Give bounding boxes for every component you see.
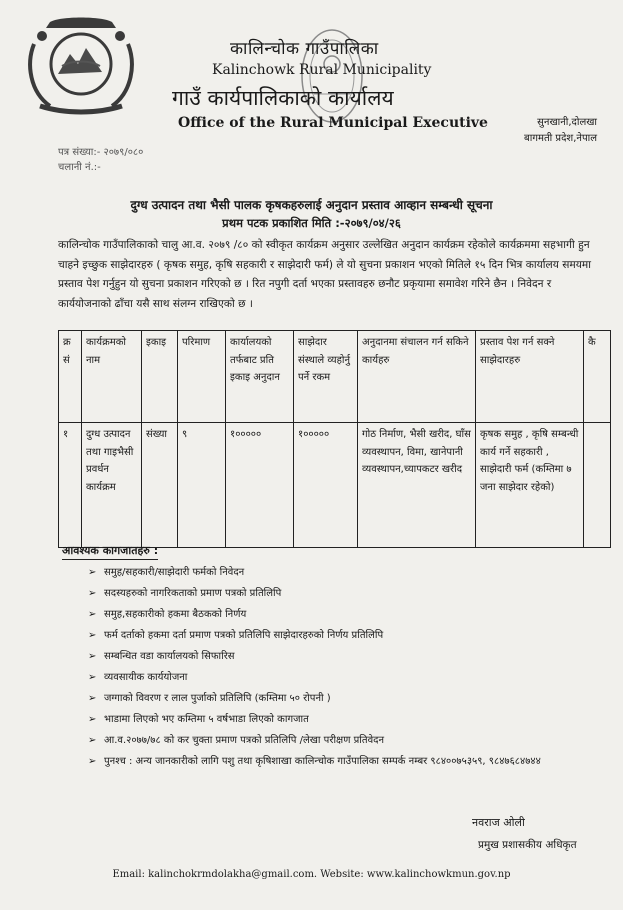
address-line-2: बागमती प्रदेश,नेपाल xyxy=(524,133,597,144)
office-title-english: Office of the Rural Municipal Executive xyxy=(178,115,488,131)
cell-serial: १ xyxy=(59,423,82,548)
arrow-bullet-icon: ➢ xyxy=(88,693,97,704)
program-table xyxy=(58,330,611,548)
document-item xyxy=(88,713,614,726)
reference-number: पत्र संख्या:- २०७९/०८० xyxy=(58,147,144,158)
office-name-nepali: कालिन्चोक गाउँपालिका xyxy=(230,39,379,59)
document-item-text: सदस्यहरुको नागरिकताको प्रमाण पत्रको प्रतिलिपि xyxy=(104,588,282,599)
required-documents-heading: आवश्यक कागजातहरु : xyxy=(62,543,158,560)
document-item-text: समुह/सहकारी/साझेदारी फर्मको निवेदन xyxy=(104,567,245,578)
cell-remarks xyxy=(584,423,611,548)
header-remarks: कै xyxy=(584,331,611,423)
arrow-bullet-icon: ➢ xyxy=(88,756,97,767)
arrow-bullet-icon: ➢ xyxy=(88,588,97,599)
document-item-text: पुनश्च : अन्य जानकारीको लागि पशु तथा कृषिशाखा कालिन्चोक गाउँपालिका सम्पर्क नम्बर ९८४००७५३५९, ९८४७६८४७४४ xyxy=(104,756,541,767)
footer-contact: Email: kalinchokrmdolakha@gmail.com. Website: www.kalinchowkmun.gov.np xyxy=(112,869,511,880)
arrow-bullet-icon: ➢ xyxy=(88,630,97,641)
document-item xyxy=(88,566,614,579)
document-item-text: आ.व.२०७७/७८ को कर चुक्ता प्रमाण पत्रको प्रतिलिपि /लेखा परीक्षण प्रतिवेदन xyxy=(104,735,385,746)
cell-activities: गोठ निर्माण, भैसी खरीद, घाँस व्यवस्थापन, विमा, खानेपानी व्यवस्थापन,च्यापकटर खरीद xyxy=(358,423,476,548)
cell-quantity: ९ xyxy=(178,423,226,548)
arrow-bullet-icon: ➢ xyxy=(88,651,97,662)
arrow-bullet-icon: ➢ xyxy=(88,567,97,578)
document-item-text: जग्गाको विवरण र लाल पुर्जाको प्रतिलिपि (कम्तिमा ५० रोपनी ) xyxy=(104,693,331,704)
office-name-english: Kalinchowk Rural Municipality xyxy=(212,62,432,78)
document-item-text: व्यवसायीक कार्ययोजना xyxy=(104,672,188,683)
arrow-bullet-icon: ➢ xyxy=(88,609,97,620)
table-header-row xyxy=(59,331,611,423)
notice-body: कालिन्चोक गाउँपालिकाको चालु आ.व. २०७९ /८० को स्वीकृत कार्यक्रम अनुसार उल्लेखित अनुदान कार्यक्रम रहेकोले कार्यक्रममा सहभागी हुन चाहने इच्छुक साझेदारहरु ( कृषक समुह, कृषि सहकारी र साझेदारी फर्म) ले यो सुचना प्रकाशन भएको मितिले १५ दिन भित्र कार्यालय समयमा प्रस्ताव पेश गर्नुहुन यो सुचना प्रकाशन गरिएको छ । रित नपुगी दर्ता भएका प्रस्तावहरु छनौट प्रकृयामा समावेश गरिने छैन । निवेदन र कार्ययोजनाको ढाँचा यसै साथ संलग्न राखिएको छ । xyxy=(58,239,591,310)
document-item xyxy=(88,671,614,684)
arrow-bullet-icon: ➢ xyxy=(88,735,97,746)
header-partner-amount: साझेदार संस्थाले व्यहोर्नु पर्ने रकम xyxy=(294,331,358,423)
document-item xyxy=(88,755,614,768)
document-item-text: भाडामा लिएको भए कम्तिमा ५ वर्षभाडा लिएको कागजात xyxy=(104,714,309,725)
office-title-nepali: गाउँ कार्यपालिकाको कार्यालय xyxy=(172,86,394,110)
address-line-1: सुनखानी,दोलखा xyxy=(537,117,597,128)
document-item xyxy=(88,587,614,600)
header-activities: अनुदानमा संचालन गर्न सकिने कार्यहरु xyxy=(358,331,476,423)
header-grant-per-unit: कार्यालयको तर्फबाट प्रति इकाइ अनुदान xyxy=(226,331,294,423)
arrow-bullet-icon: ➢ xyxy=(88,672,97,683)
header-unit: इकाइ xyxy=(142,331,178,423)
header-quantity: परिमाण xyxy=(178,331,226,423)
nepal-emblem-icon xyxy=(20,14,142,116)
header-serial: क्र सं xyxy=(59,331,82,423)
document-item xyxy=(88,692,614,705)
document-item xyxy=(88,734,614,747)
arrow-bullet-icon: ➢ xyxy=(88,714,97,725)
publication-date: प्रथम पटक प्रकाशित मिति :-२०७९/०४/२६ xyxy=(222,216,401,230)
cell-unit: संख्या xyxy=(142,423,178,548)
cell-program-name: दुग्ध उत्पादन तथा गाइभैसी प्रवर्धन कार्यक्रम xyxy=(82,423,142,548)
document-item-text: सम्बन्धित वडा कार्यालयको सिफारिस xyxy=(104,651,235,662)
header-program-name: कार्यक्रमको नाम xyxy=(82,331,142,423)
cell-eligible-partners: कृषक समुह , कृषि सम्बन्धी कार्य गर्ने सहकारी , साझेदारी फर्म (कम्तिमा ७ जना साझेदार रहेको) xyxy=(476,423,584,548)
notice-title: दुग्ध उत्पादन तथा भैसी पालक कृषकहरुलाई अनुदान प्रस्ताव आव्हान सम्बन्धी सूचना xyxy=(130,198,493,212)
cell-grant-per-unit: १००००० xyxy=(226,423,294,548)
signatory-name: नवराज ओली xyxy=(472,816,525,829)
document-item-text: समुह,सहकारीको हकमा बैठकको निर्णय xyxy=(104,609,247,620)
document-item xyxy=(88,650,614,663)
document-item-text: फर्म दर्ताको हकमा दर्ता प्रमाण पत्रको प्रतिलिपि साझेदारहरुको निर्णय प्रतिलिपि xyxy=(104,630,384,641)
header-eligible-partners: प्रस्ताव पेश गर्न सक्ने साझेदारहरु xyxy=(476,331,584,423)
table-row xyxy=(59,423,611,548)
signatory-title: प्रमुख प्रशासकीय अधिकृत xyxy=(478,839,577,851)
document-item xyxy=(88,608,614,621)
dispatch-number: चलानी नं.:- xyxy=(58,162,101,173)
cell-partner-amount: १००००० xyxy=(294,423,358,548)
document-item xyxy=(88,629,614,642)
